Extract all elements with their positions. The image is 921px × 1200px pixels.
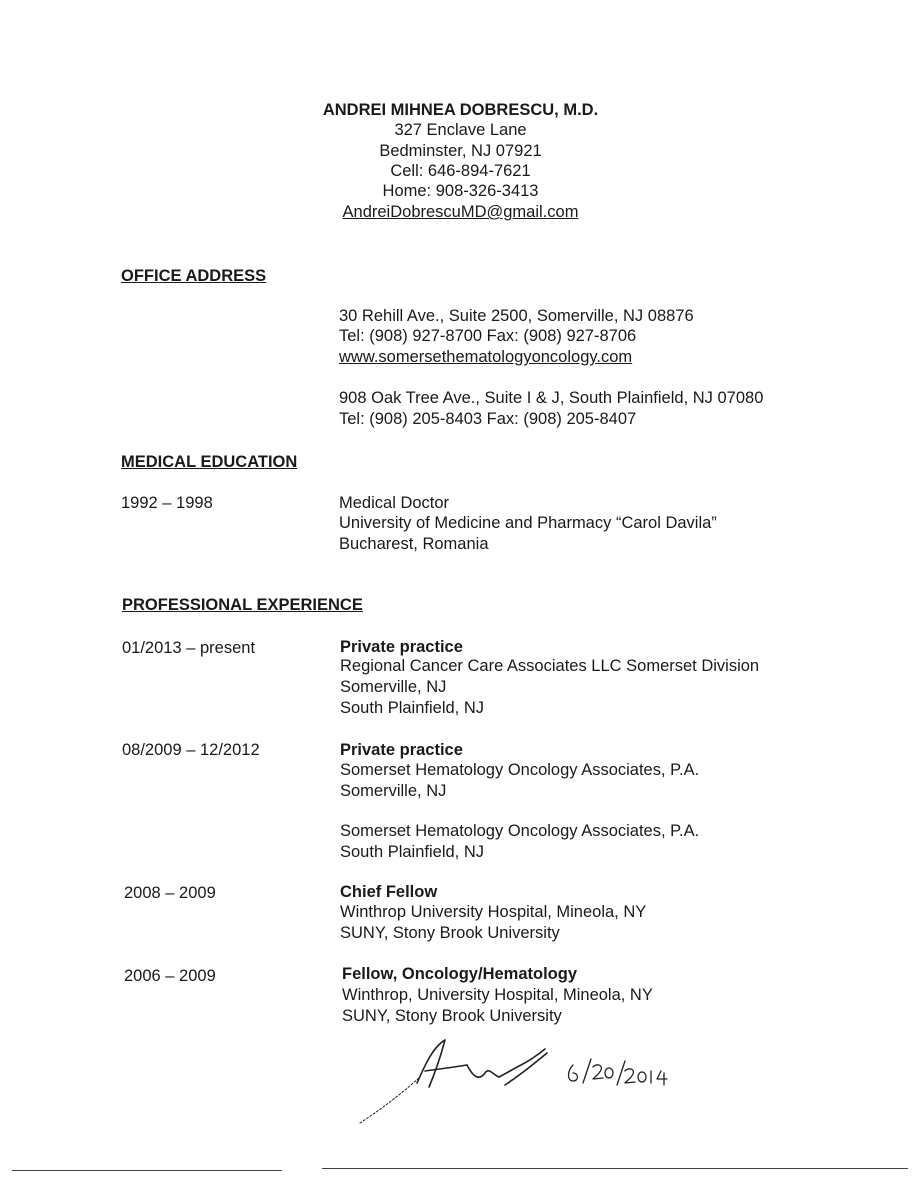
office2-address: 908 Oak Tree Ave., Suite I & J, South Plainfield, NJ 07080: [339, 389, 764, 407]
office1-address: 30 Rehill Ave., Suite 2500, Somerville, NJ 08876: [339, 307, 694, 325]
candidate-name: ANDREI MIHNEA DOBRESCU, M.D.: [322, 101, 599, 119]
home-phone: Home: 908-326-3413: [382, 182, 539, 200]
experience-line: Somerville, NJ: [340, 678, 447, 696]
office2-phone: Tel: (908) 205-8403 Fax: (908) 205-8407: [339, 410, 637, 428]
experience-title: Chief Fellow: [340, 883, 438, 901]
experience-dates: 01/2013 – present: [122, 639, 256, 657]
experience-title: Private practice: [340, 638, 463, 656]
experience-line: Somerset Hematology Oncology Associates, P.A.: [340, 822, 700, 840]
experience-line: South Plainfield, NJ: [340, 843, 484, 861]
education-dates: 1992 – 1998: [121, 494, 213, 512]
experience-line: Somerset Hematology Oncology Associates, P.A.: [340, 761, 700, 779]
cell-phone: Cell: 646-894-7621: [390, 162, 531, 180]
office-address-heading: OFFICE ADDRESS: [121, 267, 267, 285]
office-website-link[interactable]: www.somersethematologyoncology.com: [339, 348, 633, 366]
experience-title: Private practice: [340, 741, 463, 759]
experience-line: Winthrop University Hospital, Mineola, NY: [340, 903, 647, 921]
experience-title: Fellow, Oncology/Hematology: [342, 965, 577, 983]
experience-line: SUNY, Stony Brook University: [342, 1007, 562, 1025]
scan-artifact-line: [322, 1168, 908, 1169]
signature-date-icon: [569, 1059, 668, 1085]
experience-line: South Plainfield, NJ: [340, 699, 484, 717]
handwritten-signature-icon: [355, 1035, 685, 1130]
experience-dates: 2006 – 2009: [124, 967, 216, 985]
education-school: University of Medicine and Pharmacy “Carol Davila”: [339, 514, 717, 532]
experience-line: SUNY, Stony Brook University: [340, 924, 560, 942]
email-link[interactable]: AndreiDobrescuMD@gmail.com: [342, 203, 579, 221]
city-address: Bedminster, NJ 07921: [379, 142, 542, 160]
experience-dates: 2008 – 2009: [124, 884, 216, 902]
experience-line: Winthrop, University Hospital, Mineola, NY: [342, 986, 653, 1004]
experience-line: Somerville, NJ: [340, 782, 447, 800]
experience-dates: 08/2009 – 12/2012: [122, 741, 260, 759]
medical-education-heading: MEDICAL EDUCATION: [121, 453, 298, 471]
education-location: Bucharest, Romania: [339, 535, 489, 553]
office1-phone: Tel: (908) 927-8700 Fax: (908) 927-8706: [339, 327, 637, 345]
street-address: 327 Enclave Lane: [394, 121, 527, 139]
professional-experience-heading: PROFESSIONAL EXPERIENCE: [122, 596, 363, 614]
scan-artifact-line: [12, 1170, 282, 1171]
education-degree: Medical Doctor: [339, 494, 450, 512]
experience-line: Regional Cancer Care Associates LLC Somerset Division: [340, 657, 760, 675]
